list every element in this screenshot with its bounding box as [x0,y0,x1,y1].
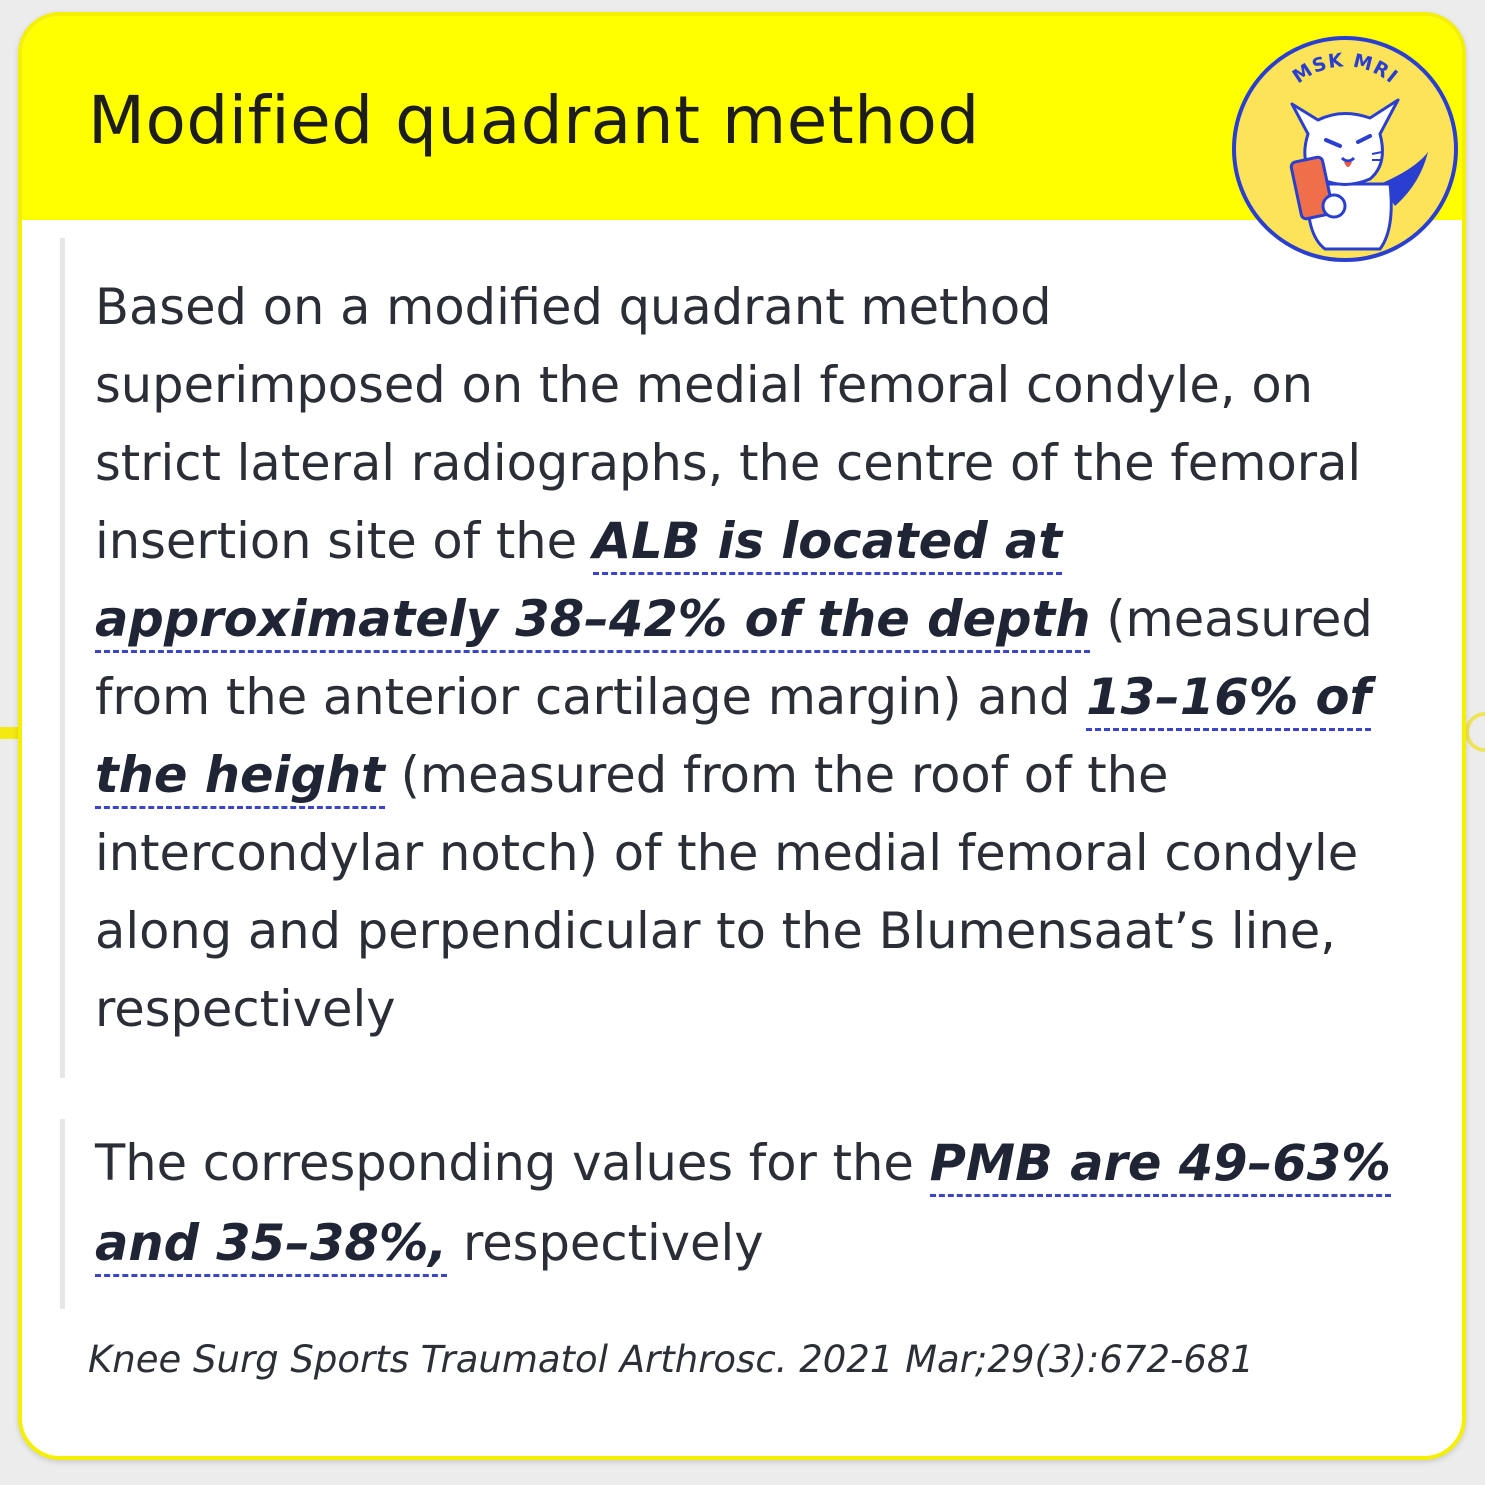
alb-text-middle: (measured from the anterior cartilage margin) and [95,590,1373,726]
alb-depth-highlight: ALB is located at approximately 38–42% of the depth [95,512,1090,653]
info-card [18,12,1466,1460]
page-edge-marker-left [0,727,18,739]
alb-text-intro: Based on a modified quadrant method superimposed on the medial femoral condyle, on strict lateral radiographs, the centre of the femoral insertion site of the [95,278,1362,570]
msk-mri-cat-mascot-icon [1230,34,1460,264]
alb-paragraph [95,238,1400,1048]
citation: Knee Surg Sports Traumatol Arthrosc. 2021 Mar;29(3):672-681 [88,1338,1254,1381]
alb-text-end: (measured from the roof of the intercondylar notch) of the medial femoral condyle along and perpendicular to the Blumensaat’s line, respectively [95,746,1359,1038]
pmb-text-end: respectively [447,1214,764,1272]
quote-block-pmb [60,1119,1430,1309]
alb-height-highlight: 13–16% of the height [95,668,1371,809]
card-title: Modified quadrant method [88,82,980,159]
pmb-paragraph [95,1119,1430,1283]
pmb-values-highlight: PMB are 49–63% and 35–38%, [95,1134,1391,1277]
pmb-text-intro: The corresponding values for the [95,1134,930,1192]
logo-text: MSK MRI [1288,49,1403,89]
page-edge-marker-right [1465,712,1485,752]
quote-block-alb [60,238,1400,1078]
